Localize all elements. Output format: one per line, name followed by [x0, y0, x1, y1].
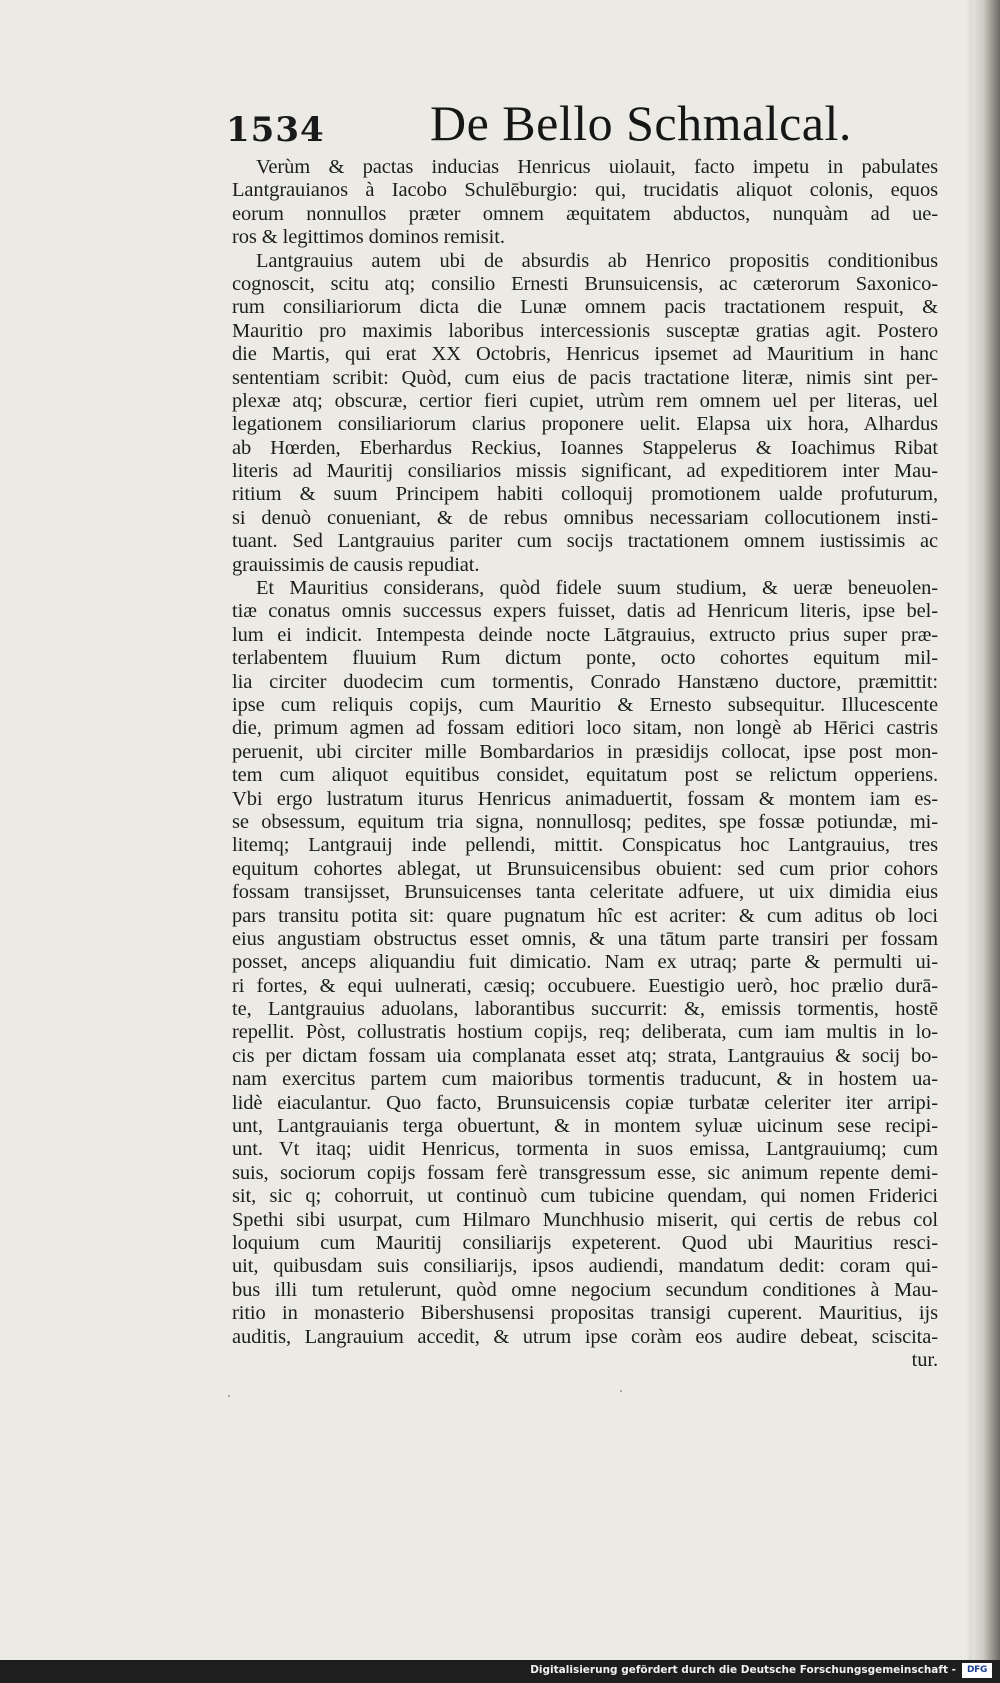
text-line: die Martis, qui erat XX Octobris, Henricus ipsemet ad Mauritium in hanc	[232, 343, 938, 366]
text-line: auditis, Langrauium accedit, & utrum ipse coràm eos audire debeat, sciscita-	[232, 1325, 938, 1348]
running-head	[0, 92, 1000, 152]
text-line: Vbi ergo lustratum iturus Henricus animaduertit, fossam & montem iam es-	[232, 787, 938, 810]
page-number: 1534	[226, 110, 325, 150]
text-line: ros & legittimos dominos remisit.	[232, 226, 505, 249]
page-edge	[972, 0, 1000, 1660]
text-line: equitum cohortes ablegat, ut Brunsuicensibus obuient: sed cum prior cohors	[232, 857, 938, 880]
text-line: grauissimis de causis repudiat.	[232, 553, 480, 576]
text-line: eius angustiam obstructus esset omnis, & una tātum parte transiri per fossam	[232, 927, 938, 950]
text-line: uit, quibusdam suis consiliarijs, ipsos audiendi, mandatum dedit: coram qui-	[232, 1255, 938, 1278]
text-line: repellit. Pòst, collustratis hostium copijs, req; deliberata, cum iam multis in lo-	[232, 1021, 938, 1044]
paper-speck	[620, 1390, 622, 1392]
text-line: sit, sic q; cohorruit, ut continuò cum tubicine quendam, qui nomen Friderici	[232, 1185, 938, 1208]
text-line: peruenit, ubi circiter mille Bombardarios in præsidijs collocat, ipse post mon-	[232, 740, 938, 763]
text-line: nam exercitus partem cum maioribus tormentis traducunt, & in hostem ua-	[232, 1068, 938, 1091]
text-line: unt, Lantgrauianis terga obuertunt, & in montem syluæ uicinum sese recipi-	[232, 1115, 938, 1138]
digitization-credit: Digitalisierung gefördert durch die Deutsche Forschungsgemeinschaft -	[530, 1664, 956, 1676]
text-line: ritio in monasterio Bibershusensi propositas transigi cuperent. Mauritius, ijs	[232, 1302, 938, 1325]
text-line: tiæ conatus omnis successus expers fuisset, datis ad Henricum literis, ipse bel-	[232, 600, 938, 623]
text-line: fossam transijsset, Brunsuicenses tanta celeritate adfuere, ut uix dimidia eius	[232, 881, 938, 904]
text-line: Verùm & pactas inducias Henricus uiolauit, facto impetu in pabulates	[256, 156, 938, 178]
text-line: ipse cum reliquis copijs, cum Mauritio & Ernesto subsequitur. Illucescente	[232, 693, 938, 716]
paper-speck	[228, 1395, 230, 1397]
text-line: cis per dictam fossam uia complanata esset atq; strata, Lantgrauius & socij bo-	[232, 1044, 938, 1067]
footer-bar	[0, 1660, 1000, 1683]
text-line: Et Mauritius considerans, quòd fidele suum studium, & ueræ beneuolen-	[256, 577, 938, 600]
running-title: De Bello Schmalcal.	[430, 95, 852, 151]
text-line: cognoscit, scitu atq; consilio Ernesti Brunsuicensis, ac cæterorum Saxonico-	[232, 272, 938, 295]
text-line: si denuò conueniant, & de rebus omnibus necessariam collocutionem insti-	[232, 506, 938, 529]
body-text	[232, 156, 938, 1372]
text-line: te, Lantgrauius aduolans, laborantibus succurrit: &, emissis tormentis, hostē	[232, 998, 938, 1021]
text-line: terlabentem fluuium Rum dictum ponte, octo cohortes equitum mil-	[232, 647, 938, 670]
text-line: eorum nonnullos præter omnem æquitatem abductos, nunquàm ad ue-	[232, 202, 938, 225]
text-line: litemq; Lantgrauij inde pellendi, mittit. Conspicatus hoc Lantgrauius, tres	[232, 834, 938, 857]
text-line: literis ad Mauritij consiliarios missis significant, ad expeditiorem inter Mau-	[232, 460, 938, 483]
text-line: Lantgrauianos à Iacobo Schulēburgio: qui, trucidatis aliquot colonis, equos	[232, 179, 938, 202]
text-line: suis, sociorum copijs fossam ferè transgressum esse, sic animum repente demi-	[232, 1161, 938, 1184]
text-line: legationem consiliariorum clarius proponere uelit. Elapsa uix hora, Alhardus	[232, 413, 938, 436]
text-line: ritium & suum Principem habiti colloquij promotionem ualde profuturum,	[232, 483, 938, 506]
text-line: tem cum aliquot equitibus considet, equitatum post se relictum opperiens.	[232, 764, 938, 787]
text-line: lia circiter duodecim cum tormentis, Conrado Hanstæno ductore, præmittit:	[232, 670, 938, 693]
text-line: Spethi sibi usurpat, cum Hilmaro Munchhusio miserit, qui certis de rebus col	[232, 1208, 938, 1231]
text-line: ri fortes, & equi uulnerati, cæsiq; occubuere. Euestigio uerò, hoc prælio durā-	[232, 974, 938, 997]
text-line: unt. Vt itaq; uidit Henricus, tormenta in suos emissa, Lantgrauiumq; cum	[232, 1138, 938, 1161]
text-line: die, primum agmen ad fossam editiori loco sitam, non longè ab Hērici castris	[232, 717, 938, 740]
text-line: Lantgrauius autem ubi de absurdis ab Henrico propositis conditionibus	[256, 249, 938, 272]
text-line: lum ei indicit. Intempesta deinde nocte Lātgrauius, extructo prius super præ-	[232, 623, 938, 646]
text-line: plexæ atq; obscuræ, certior fieri cupiet, utrùm rem omnem uel per literas, uel	[232, 389, 938, 412]
text-line: se obsessum, equitum tria signa, nonnullosq; pedites, spe fossæ potiundæ, mi-	[232, 810, 938, 833]
text-line: loquium cum Mauritij consiliarijs expeterent. Quod ubi Mauritius resci-	[232, 1231, 938, 1254]
text-line: tuant. Sed Lantgrauius pariter cum socijs tractationem omnem iustissimis ac	[232, 530, 938, 553]
text-line: sententiam scribit: Quòd, cum eius de pacis tractatione literæ, nimis sint per-	[232, 366, 938, 389]
text-line: bus illi tum retulerunt, quòd omne negocium secundum conditiones à Mau-	[232, 1278, 938, 1301]
text-line: lidè eiaculantur. Quo facto, Brunsuicensis copiæ turbatæ celeriter iter arripi-	[232, 1091, 938, 1114]
text-line: Mauritio pro maximis laboribus intercessionis susceptæ gratias agit. Postero	[232, 319, 938, 342]
text-line: ab Hœrden, Eberhardus Reckius, Ioannes Stappelerus & Ioachimus Ribat	[232, 436, 938, 459]
dfg-logo: DFG	[962, 1663, 992, 1678]
text-line: rum consiliariorum dicta die Lunæ omnem pacis tractationem respuit, &	[232, 296, 938, 319]
catchword: tur.	[911, 1348, 938, 1371]
text-line: pars transitu potita sit: quare pugnatum hîc est acriter: & cum aditus ob loci	[232, 904, 938, 927]
text-line: posset, anceps aliquandiu fuit dimicatio. Nam ex utraq; parte & permulti ui-	[232, 951, 938, 974]
